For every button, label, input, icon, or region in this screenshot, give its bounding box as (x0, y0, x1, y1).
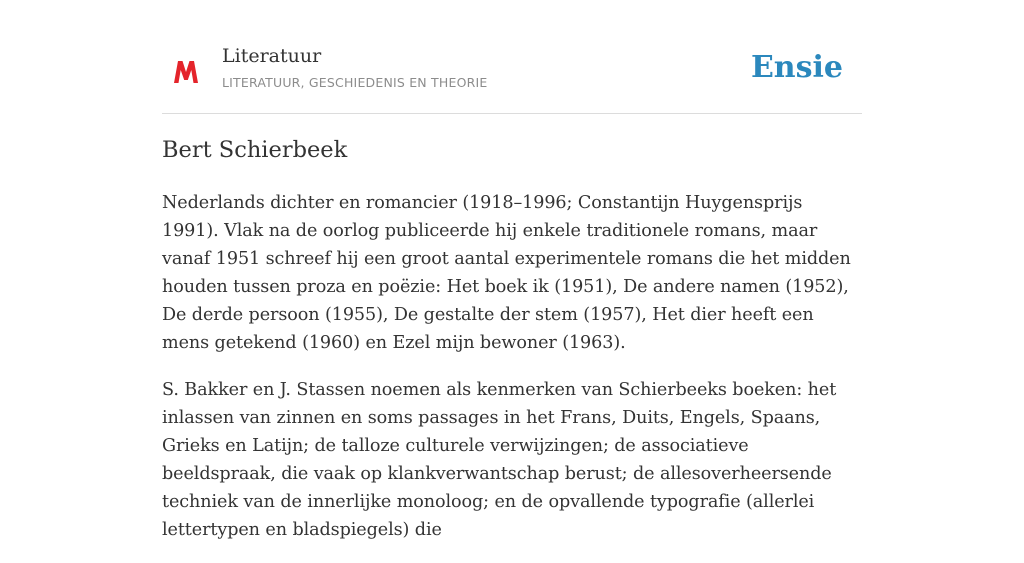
m-logo-icon[interactable] (173, 59, 199, 85)
article-body (162, 189, 862, 563)
section-subtitle: LITERATUUR, GESCHIEDENIS EN THEORIE (222, 75, 488, 90)
section-title[interactable]: Literatuur (222, 45, 322, 67)
article-paragraph: Nederlands dichter en romancier (1918–1996; Constantijn Huygensprijs 1991). Vlak na de oorlog publiceerde hij enkele traditionele romans, maar vanaf 1951 schreef hij een groot aantal experimentele romans die het midden houden tussen proza en poëzie: Het boek ik (1951), De andere namen (1952), De derde persoon (1955), De gestalte der stem (1957), Het dier heeft een mens getekend (1960) en Ezel mijn bewoner (1963). (162, 193, 851, 353)
article-title: Bert Schierbeek (162, 137, 348, 163)
site-header (162, 40, 862, 114)
brand-logo[interactable]: Ensie (750, 50, 843, 85)
article-paragraph: S. Bakker en J. Stassen noemen als kenmerken van Schierbeeks boeken: het inlassen van zinnen en soms passages in het Frans, Duits, Engels, Spaans, Grieks en Latijn; de talloze culturele verwijzingen; de associatieve beeldspraak, die vaak op klankverwantschap berust; de allesoverheersende techniek van de innerlijke monoloog; en de opvallende typografie (allerlei lettertypen en bladspiegels) die (162, 380, 837, 540)
